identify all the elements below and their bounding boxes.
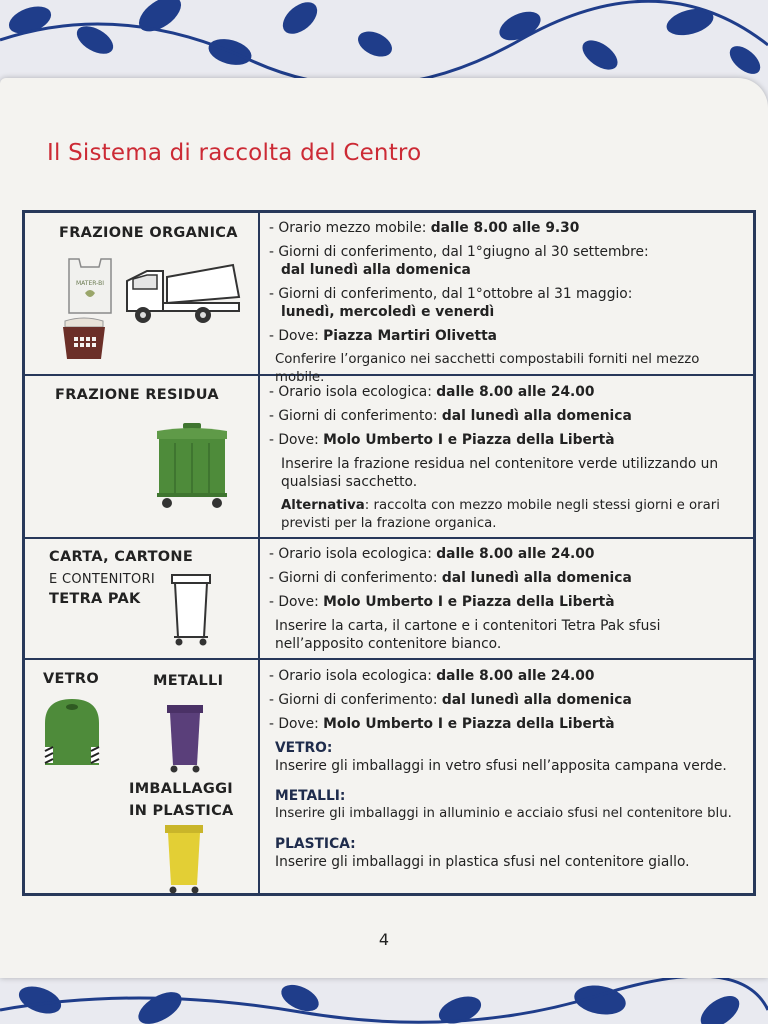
metalli-text: Inserire gli imballaggi in alluminio e acciaio sfusi nel contenitore blu. [275, 806, 732, 821]
vetro-days: - Giorni di conferimento: dal lunedì alla domenica [269, 692, 632, 708]
carta-note: Inserire la carta, il cartone e i contenitori Tetra Pak sfusi nell’apposito contenitore bianco. [275, 618, 661, 652]
purple-bin-icon [165, 701, 205, 773]
yellow-bin-icon [163, 823, 205, 895]
plastica-text: Inserire gli imballaggi in plastica sfusi nel contenitore giallo. [275, 854, 690, 870]
bag-brand-text: MATER-BI [75, 280, 105, 287]
page-title: Il Sistema di raccolta del Centro [47, 140, 422, 166]
carta-where: - Dove: Molo Umberto I e Piazza della Libertà [269, 594, 615, 610]
carta-label-line3: TETRA PAK [49, 591, 141, 607]
organica-details [269, 219, 749, 393]
residua-where: - Dove: Molo Umberto I e Piazza della Libertà [269, 432, 615, 448]
truck-icon [123, 263, 243, 327]
carta-label-line2: E CONTENITORI [49, 572, 156, 587]
vetro-hours: - Orario isola ecologica: dalle 8.00 alle 24.00 [269, 668, 595, 684]
plastica-subtitle: PLASTICA: [275, 836, 356, 852]
organica-days-summer: - Giorni di conferimento, dal 1°giugno al 30 settembre: dal lunedì alla domenica [269, 244, 649, 278]
organic-basket-icon [59, 317, 109, 361]
residua-note: Inserire la frazione residua nel contenitore verde utilizzando un qualsiasi sacchetto. [281, 456, 719, 490]
residua-details [269, 383, 749, 539]
white-bin-icon [170, 571, 212, 647]
organica-note: Conferire l’organico nei sacchetti compostabili forniti nel mezzo mobile. [275, 352, 700, 385]
carta-days: - Giorni di conferimento: dal lunedì alla domenica [269, 570, 632, 586]
compostable-bag-icon [65, 253, 115, 315]
organica-hours: - Orario mezzo mobile: dalle 8.00 alle 9.30 [269, 220, 580, 236]
carta-details [269, 545, 749, 659]
vetro-label: VETRO [43, 671, 100, 687]
booklet-page [0, 78, 768, 978]
organica-where: - Dove: Piazza Martiri Olivetta [269, 328, 497, 344]
collection-table [22, 210, 756, 896]
metalli-label: METALLI [153, 673, 224, 689]
organica-days-winter: - Giorni di conferimento, dal 1°ottobre al 31 maggio: lunedì, mercoledì e venerdì [269, 286, 633, 320]
residua-label: FRAZIONE RESIDUA [55, 387, 219, 403]
vetro-details [269, 667, 749, 875]
residua-hours: - Orario isola ecologica: dalle 8.00 alle 24.00 [269, 384, 595, 400]
residua-alternative: Alternativa: raccolta con mezzo mobile negli stessi giorni e orari previsti per la frazione organica. [281, 498, 720, 531]
carta-hours: - Orario isola ecologica: dalle 8.00 alle 24.00 [269, 546, 595, 562]
plastica-label-line2: IN PLASTICA [129, 803, 234, 819]
organica-label: FRAZIONE ORGANICA [59, 225, 238, 241]
vetro-text: Inserire gli imballaggi in vetro sfusi nell’apposita campana verde. [275, 758, 727, 774]
green-bell-bin-icon [41, 697, 103, 769]
page-number: 4 [378, 930, 390, 949]
vetro-where: - Dove: Molo Umberto I e Piazza della Libertà [269, 716, 615, 732]
metalli-subtitle: METALLI: [275, 788, 346, 804]
plastica-label-line1: IMBALLAGGI [129, 781, 233, 797]
green-bin-icon [153, 423, 231, 509]
carta-label-line1: CARTA, CARTONE [49, 549, 194, 565]
vetro-subtitle: VETRO: [275, 740, 333, 756]
residua-days: - Giorni di conferimento: dal lunedì alla domenica [269, 408, 632, 424]
column-divider [258, 213, 260, 893]
